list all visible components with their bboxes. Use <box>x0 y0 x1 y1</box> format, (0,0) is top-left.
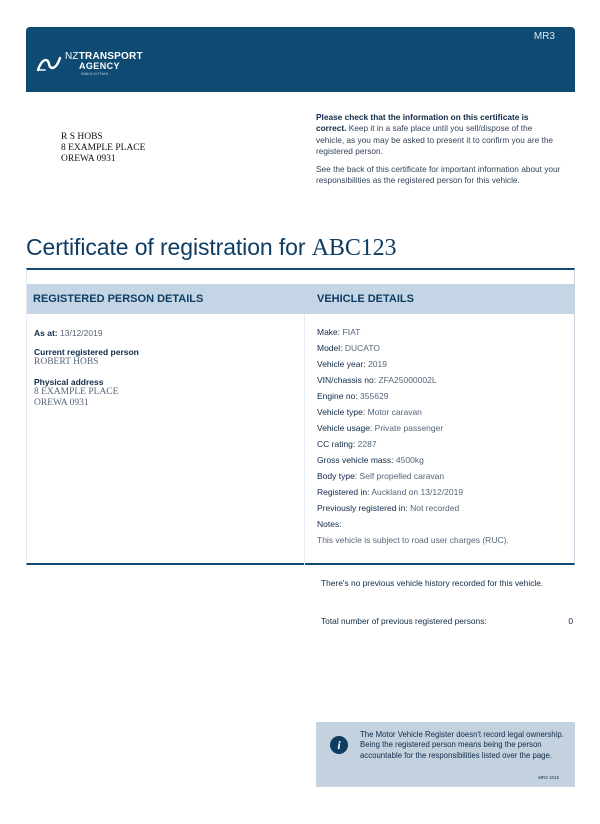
vehicle-row <box>317 439 567 455</box>
vehicle-row <box>317 375 567 391</box>
addressee-city: OREWA 0931 <box>61 154 116 164</box>
info-text: The Motor Vehicle Register doesn't record legal ownership. Being the registered person means being the person accountable for the responsibilities listed over the page. <box>360 730 564 760</box>
notice-para1-rest: Keep it in a safe place until you sell/dispose of the vehicle, as you may be asked to present it to confirm you are the registered person. <box>316 123 554 156</box>
certificate-details-box <box>26 268 575 565</box>
vehicle-row <box>317 471 567 487</box>
header-banner <box>26 27 575 92</box>
logo-agency: AGENCY <box>79 61 120 71</box>
as-at-row <box>34 328 294 338</box>
physical-address-line2: OREWA 0931 <box>34 398 89 408</box>
vehicle-row-label: Previously registered in: <box>317 503 408 513</box>
physical-address-line1: 8 EXAMPLE PLACE <box>34 387 119 397</box>
certificate-title-prefix: Certificate of registration for <box>26 234 312 260</box>
physical-address-block <box>34 377 294 409</box>
column-divider <box>304 314 305 565</box>
notice-paragraph-1 <box>316 112 561 157</box>
vehicle-row-label: Make: <box>317 327 341 337</box>
vehicle-row <box>317 391 567 407</box>
total-previous-persons <box>321 616 573 626</box>
vehicle-row-value: Self propelled caravan <box>359 471 445 481</box>
as-at-value: 13/12/2019 <box>60 328 103 338</box>
vehicle-row-label: VIN/chassis no: <box>317 375 377 385</box>
vehicle-row-label: Notes: <box>317 519 342 529</box>
as-at-label: As at: <box>34 328 58 338</box>
vehicle-row <box>317 343 567 359</box>
vehicle-row-value: ZFA25000002L <box>378 375 437 385</box>
vehicle-row <box>317 519 567 535</box>
current-person-label: Current registered person <box>34 347 139 357</box>
logo-nz: NZ <box>65 51 79 62</box>
vehicle-row-value: Auckland on 13/12/2019 <box>371 487 464 497</box>
vehicle-row-label: Model: <box>317 343 343 353</box>
physical-address-label: Physical address <box>34 377 104 387</box>
vehicle-row <box>317 327 567 343</box>
notice-paragraph-2: See the back of this certificate for important information about your responsibilities as the registered person for this vehicle. <box>316 164 561 186</box>
vehicle-row-label: Body type: <box>317 471 358 481</box>
details-header-band <box>27 284 574 314</box>
current-person-value: ROBERT HOBS <box>34 357 99 367</box>
vehicle-row <box>317 487 567 503</box>
plate-number: ABC123 <box>311 235 397 261</box>
history-text: There's no previous vehicle history recorded for this vehicle. <box>321 578 544 588</box>
vehicle-row-value: Private passenger <box>374 423 444 433</box>
info-code: MR3 1016 <box>538 775 559 780</box>
vehicle-note <box>317 535 567 551</box>
vehicle-row-label: Gross vehicle mass: <box>317 455 394 465</box>
addressee-street: 8 EXAMPLE PLACE <box>61 143 146 153</box>
vehicle-row-value: DUCATO <box>344 343 380 353</box>
vehicle-row-label: Vehicle usage: <box>317 423 373 433</box>
vehicle-row <box>317 423 567 439</box>
nzta-logo-icon <box>36 54 62 74</box>
vehicle-row-label: Engine no: <box>317 391 358 401</box>
total-previous-value: 0 <box>568 616 573 626</box>
certificate-title <box>26 234 396 262</box>
registered-person-heading: REGISTERED PERSON DETAILS <box>33 293 204 305</box>
form-code: MR3 <box>533 31 555 42</box>
notice-block <box>316 112 561 194</box>
registered-person-details <box>34 328 294 418</box>
vehicle-row-value: FIAT <box>342 327 361 337</box>
vehicle-row-value: 2287 <box>357 439 377 449</box>
info-icon: i <box>330 736 348 754</box>
logo-subtitle: WAKA KOTAHI <box>81 71 109 76</box>
vehicle-row-value: 355629 <box>360 391 389 401</box>
notice-bold-lead: Please check that the information on this certificate is correct. <box>316 112 529 134</box>
vehicle-row <box>317 359 567 375</box>
total-previous-label: Total number of previous registered persons: <box>321 616 487 626</box>
vehicle-details-heading: VEHICLE DETAILS <box>317 293 414 305</box>
vehicle-row-value: Not recorded <box>410 503 460 513</box>
vehicle-row-value: 4500kg <box>395 455 424 465</box>
vehicle-row <box>317 407 567 423</box>
ownership-info-box <box>316 722 575 787</box>
nzta-logo <box>36 52 143 76</box>
vehicle-row-value: Motor caravan <box>367 407 422 417</box>
vehicle-row <box>317 503 567 519</box>
vehicle-note-text: This vehicle is subject to road user charges (RUC). <box>317 535 509 545</box>
addressee-name: R S HOBS <box>61 132 103 142</box>
vehicle-row <box>317 455 567 471</box>
vehicle-row-label: Vehicle type: <box>317 407 366 417</box>
addressee-block <box>61 132 145 165</box>
logo-transport: TRANSPORT <box>78 51 143 62</box>
vehicle-details <box>317 327 567 551</box>
vehicle-row-label: CC rating: <box>317 439 356 449</box>
current-person-block <box>34 347 294 368</box>
vehicle-row-value: 2019 <box>368 359 387 369</box>
vehicle-row-label: Vehicle year: <box>317 359 366 369</box>
vehicle-row-label: Registered in: <box>317 487 370 497</box>
